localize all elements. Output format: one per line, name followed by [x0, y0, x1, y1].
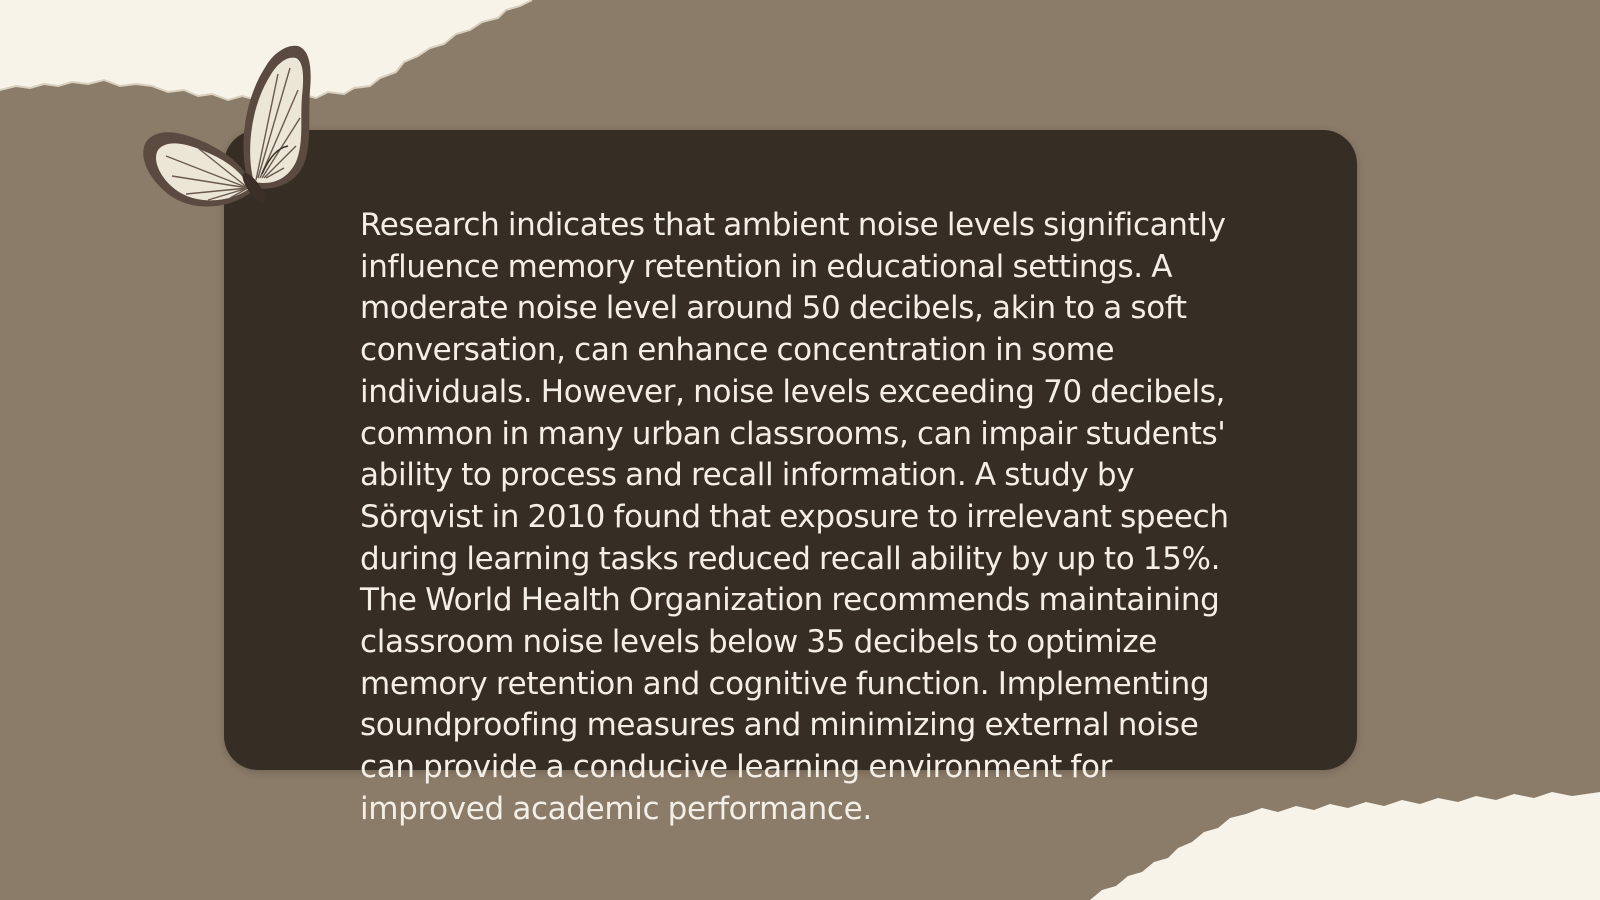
butterfly-icon — [138, 38, 328, 223]
body-paragraph: Research indicates that ambient noise levels significantly influence memory retention in educational settings. A moderate noise level around 50 decibels, akin to a soft conversation, can enhance concentration in some individuals. However, noise levels exceeding 70 decibels, common in many urban classrooms, can impair students' ability to process and recall information. A study by Sörqvist in 2010 found that exposure to irrelevant speech during learning tasks reduced recall ability by up to 15%. The World Health Organization recommends maintaining classroom noise levels below 35 decibels to optimize memory retention and cognitive function. Implementing soundproofing measures and minimizing external noise can provide a conducive learning environment for improved academic performance. — [360, 207, 1229, 827]
